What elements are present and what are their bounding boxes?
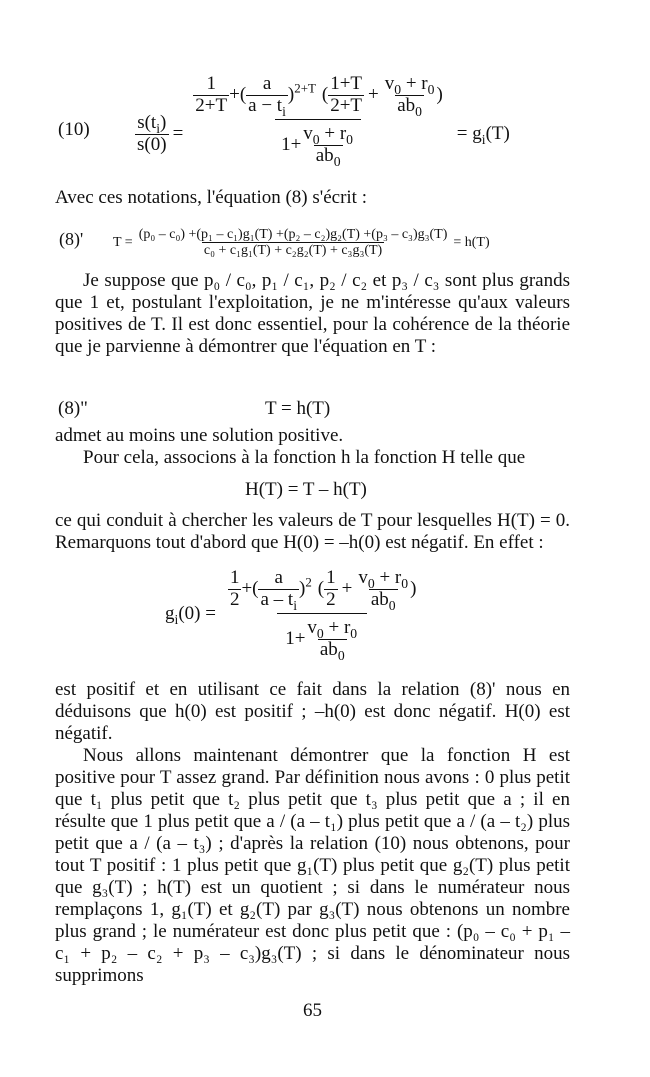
- paragraph-solution: admet au moins une solution positive.: [55, 425, 344, 446]
- page-number: 65: [303, 1000, 322, 1021]
- main-denominator: 1+ $\frac{v_0 + r_0}{ab_0}$: [275, 119, 361, 167]
- paragraph-demonstration: Nous allons maintenant démontrer que la fonction H est positive pour T assez grand. Par définition nous avons : 0 plus petit que t₁ plus petit que t₂ plus petit que t₃ plus petit que a ; il en résulte que 1 plus petit que a / (a – t₁) plus petit que a / (a – t₂) plus petit que a / (a – t₃) ; d'après la relation (10) nous obtenons, pour tout T positif : 1 plus petit que g₁(T) plus petit que g₂(T) plus petit que g₃(T) ; h(T) est un quotient ; si dans le numérateur nous remplaçons 1, g₁(T) et g₂(T) par g₃(T) nous obtenons un nombre plus grand ; le numérateur est donc plus petit que : (p₀ – c₀ + p₁ – c₁ + p₂ – c₂ + p₃ – c₃)g₃(T) ; si dans le dénominateur nous supprimons: [55, 745, 570, 986]
- paragraph-search: ce qui conduit à chercher les valeurs de T pour lesquelles H(T) = 0. Remarquons tout d'abord que H(0) = –h(0) est négatif. En effet :: [55, 510, 570, 553]
- equation-label: (10): [58, 119, 90, 140]
- equation-label: (8)": [58, 398, 88, 419]
- lhs-fraction: $\frac{s(t_i)}{s(0)}$: [137, 111, 167, 155]
- main-fraction: [187, 74, 449, 167]
- paragraph-notations: Avec ces notations, l'équation (8) s'écrit :: [55, 187, 367, 208]
- paragraph-association: Pour cela, associons à la fonction h la fonction H telle que: [83, 447, 526, 468]
- equation-H: H(T) = T – h(T): [245, 479, 367, 500]
- equation-body: $\frac{s(t_i)}{s(0)}$ = $\frac{1}{2+T}$ +( $\frac{a}{a - t_i}$ )$^{2+T}$ ( $\frac{1+T}{2+T}$ + $\frac{v_0 + r_0}{ab_0}$ ) 1+ $\frac{v_0 + r_0}{ab_0}$ = $g_i(T)$: [137, 73, 510, 169]
- equation-10: [55, 72, 570, 184]
- book-page: (10) $\frac{s(t_i)}{s(0)}$ = $\frac{1}{2+T}$ +( $\frac{a}{a - t_i}$ )$^{2+T}$ ( $\frac{1+T}{2+T}$ + $\frac{v_0 + r_0}{ab_0}$ ) 1+ $\frac{v_0 + r_0}{ab_0}$ = $g_i(T)$ Avec ces notations, l'équation (8) s'écrit : (8)' T = $\frac{\text{(p₀ – c₀) +(p₁ – c₁)g₁(T) +(p₂ – c₂)g₂(T) +(p₃ – c₃)g₃(T)}}{\text{c₀ + c₁g₁(T) + c₂g₂(T) + c₃g₃(T)}}$ = h(T) Je suppose que p₀ / c₀, p₁ / c₁, p₂ / c₂ et p₃ / c₃ sont plus grands que 1 et, postulant l'exploitation, je ne m'intéresse qu'aux valeurs positives de T. Il est donc essentiel, pour la cohérence de la théorie que je parvienne à démontrer que l'équation en T : (8)" T = h(T) admet au moins une solution positive. Pour cela, associons à la fonction h la fonction H telle que H(T) = T – h(T) ce qui conduit à chercher les valeurs de T pour lesquelles H(T) = 0. Remarquons tout d'abord que H(0) = –h(0) est négatif. En effet : $g_i(0)$ = $\frac{1}{2}$ +( $\frac{a}{a - t_i}$ )$^2$ ( $\frac{1}{2}$ + $\frac{v_0 + r_0}{ab_0}$ ) 1+ $\frac{v_0 + r_0}{ab_0}$ est positif et en utilisant ce fait dans la relation (8)' nous en déduisons que h(0) est positif ; –h(0) est donc négatif. H(0) est négatif. Nous allons maintenant démontrer que la fonction H est positive pour T assez grand. Par définition nous avons : 0 plus petit que t₁ plus petit que t₂ plus petit que t₃ plus petit que a ; il en résulte que 1 plus petit que a / (a – t₁) plus petit que a / (a – t₂) plus petit que a / (a – t₃) ; d'après la relation (10) nous obtenons, pour tout T positif : 1 plus petit que g₁(T) plus petit que g₂(T) plus petit que g₃(T) ; h(T) est un quotient ; si dans le numérateur nous remplaçons 1, g₁(T) et g₂(T) par g₃(T) nous obtenons un nombre plus grand ; le numérateur est donc plus petit que : (p₀ – c₀ + p₁ – c₁ + p₂ – c₂ + p₃ – c₃)g₃(T) ; si dans le dénominateur nous supprimons 65: [55, 73, 570, 1021]
- equation-label: (8)': [59, 229, 84, 249]
- equation-g0: $g_i(0)$ = $\frac{1}{2}$ +( $\frac{a}{a - t_i}$ )$^2$ ( $\frac{1}{2}$ + $\frac{v_0 + r_0}{ab_0}$ ) 1+ $\frac{v_0 + r_0}{ab_0}$: [165, 567, 417, 663]
- paragraph-positive: est positif et en utilisant ce fait dans la relation (8)' nous en déduisons que h(0) est positif ; –h(0) est donc négatif. H(0) est négatif.: [55, 679, 570, 744]
- paragraph-hypothesis: Je suppose que p₀ / c₀, p₁ / c₁, p₂ / c₂ et p₃ / c₃ sont plus grands que 1 et, postulant l'exploitation, je ne m'intéresse qu'aux valeurs positives de T. Il est donc essentiel, pour la cohérence de la théorie que je parvienne à démontrer que l'équation en T :: [55, 270, 570, 357]
- equation-8-prime: (8)' T = $\frac{\text{(p₀ – c₀) +(p₁ – c₁)g₁(T) +(p₂ – c₂)g₂(T) +(p₃ – c₃)g₃(T)}}{\text{c₀ + c₁g₁(T) + c₂g₂(T) + c₃g₃(T)}}$ = h(T): [59, 227, 490, 259]
- main-numerator: $\frac{1}{2+T}$ +( $\frac{a}{a - t_i}$ )$^{2+T}$ ( $\frac{1+T}{2+T}$ + $\frac{v_0 + r_0}{ab_0}$ ): [195, 73, 443, 119]
